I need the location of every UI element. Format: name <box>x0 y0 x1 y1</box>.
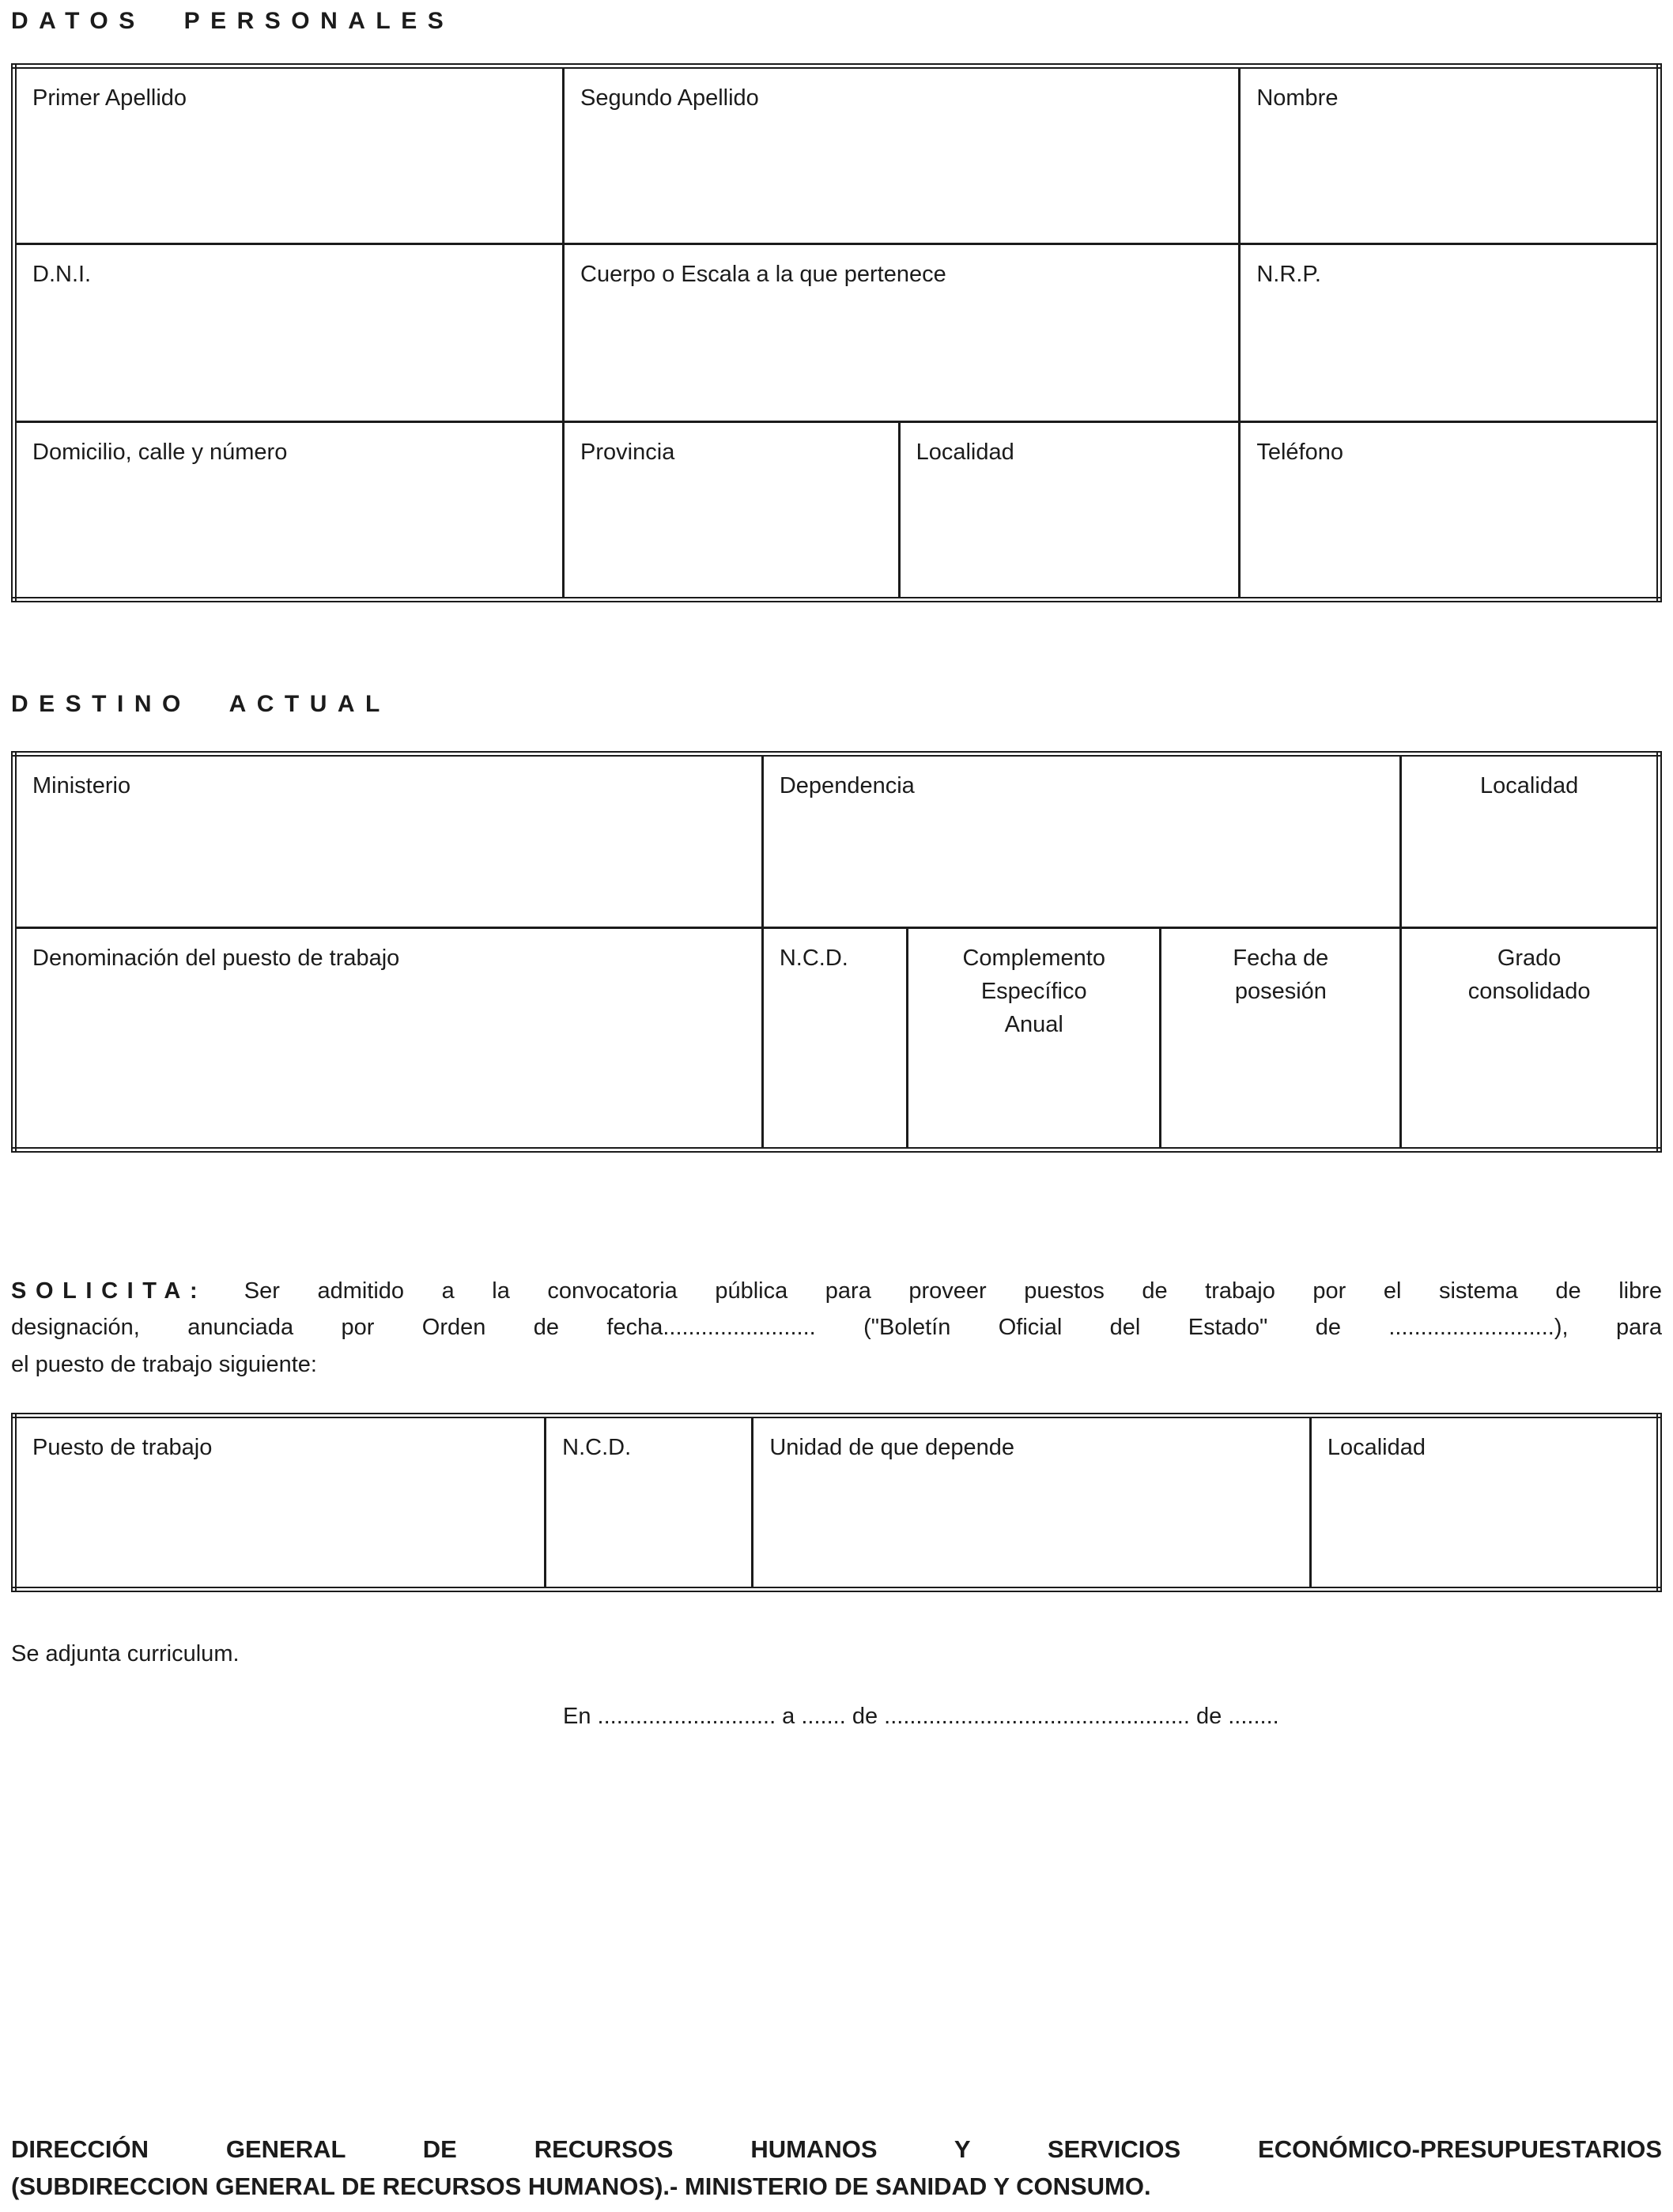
addressee-footer <box>11 2131 1662 2205</box>
field-dependencia: Dependencia <box>762 754 1400 928</box>
field-nrp: N.R.P. <box>1240 244 1660 422</box>
field-fecha-posesion: Fecha de posesión <box>1161 928 1401 1150</box>
field-domicilio: Domicilio, calle y número <box>14 422 564 600</box>
form-page <box>11 0 1662 2200</box>
solicita-line-1-text: Ser admitido a la convocatoria pública para proveer puestos de trabajo por el sistema de libre <box>206 1278 1662 1304</box>
field-segundo-apellido: Segundo Apellido <box>564 66 1240 244</box>
field-puesto-trabajo: Puesto de trabajo <box>14 1416 546 1590</box>
table-row <box>14 754 1660 928</box>
field-ministerio: Ministerio <box>14 754 763 928</box>
datos-personales-heading: DATOS PERSONALES <box>11 8 455 34</box>
solicita-label: SOLICITA: <box>11 1278 207 1304</box>
destino-actual-table <box>11 751 1662 1153</box>
field-localidad: Localidad <box>899 422 1240 600</box>
solicita-line-2: designación, anunciada por Orden de fecha........................ ("Boletín Oficial del Estado" de ..........................), para <box>11 1315 1662 1341</box>
puesto-solicitado-table <box>11 1413 1662 1592</box>
table-row <box>14 422 1660 600</box>
table-row <box>14 66 1660 244</box>
solicita-paragraph <box>11 1273 1662 1383</box>
destino-actual-heading: DESTINO ACTUAL <box>11 691 391 717</box>
field-complemento-especifico: Complemento Específico Anual <box>907 928 1160 1150</box>
field-cuerpo-escala: Cuerpo o Escala a la que pertenece <box>564 244 1240 422</box>
field-grado-consolidado: Grado consolidado <box>1401 928 1660 1150</box>
solicita-line-1 <box>11 1273 1662 1309</box>
table-row <box>14 928 1660 1150</box>
field-denominacion-puesto: Denominación del puesto de trabajo <box>14 928 763 1150</box>
field-ncd-destino: N.C.D. <box>762 928 907 1150</box>
field-localidad-puesto: Localidad <box>1310 1416 1659 1590</box>
field-unidad-depende: Unidad de que depende <box>753 1416 1310 1590</box>
field-ncd-puesto: N.C.D. <box>546 1416 753 1590</box>
table-row <box>14 1416 1660 1590</box>
field-localidad-destino: Localidad <box>1401 754 1660 928</box>
date-place-line: En ............................ a ....... de ................................................ de ........ <box>563 1704 1279 1730</box>
table-row <box>14 244 1660 422</box>
footer-line-1: DIRECCIÓN GENERAL DE RECURSOS HUMANOS Y SERVICIOS ECONÓMICO-PRESUPUESTARIOS <box>11 2135 1662 2163</box>
curriculum-note: Se adjunta curriculum. <box>11 1641 240 1667</box>
field-provincia: Provincia <box>564 422 900 600</box>
field-primer-apellido: Primer Apellido <box>14 66 564 244</box>
field-telefono: Teléfono <box>1240 422 1660 600</box>
field-dni: D.N.I. <box>14 244 564 422</box>
datos-personales-table <box>11 63 1662 602</box>
footer-line-2: (SUBDIRECCION GENERAL DE RECURSOS HUMANOS).- MINISTERIO DE SANIDAD Y CONSUMO. <box>11 2172 1151 2200</box>
field-nombre: Nombre <box>1240 66 1660 244</box>
solicita-line-3: el puesto de trabajo siguiente: <box>11 1351 317 1377</box>
